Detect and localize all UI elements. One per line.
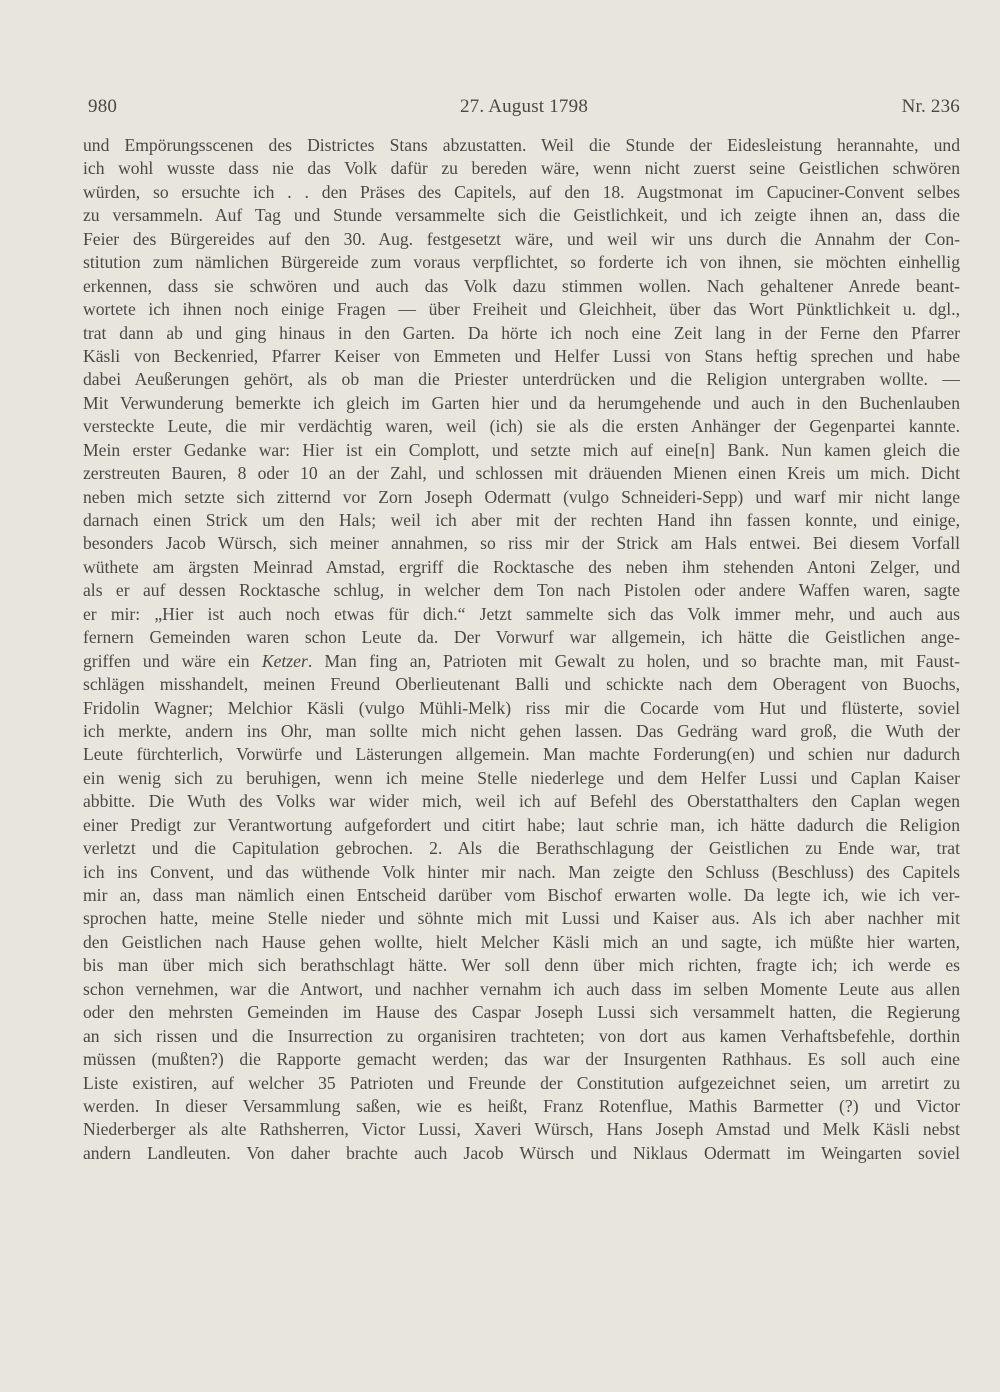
- text-line: besonders Jacob Würsch, sich meiner annahmen, so riss mir der Strick am Hals entwei. Bei diesem Vorfall: [83, 533, 960, 554]
- text-line: wüthete am ärgsten Meinrad Amstad, ergriff die Rocktasche des neben ihm stehenden Antoni Zelger, und: [83, 556, 960, 577]
- text-line: fernern Gemeinden waren schon Leute da. Der Vorwurf war allgemein, ich hätte die Geistlichen ange-: [83, 627, 960, 648]
- text-line: griffen und wäre ein Ketzer. Man fing an, Patrioten mit Gewalt zu holen, und so brachte man, mit Faust-: [83, 650, 960, 671]
- text-line: an sich rissen und die Insurrection zu organisiren trachteten; von dort aus kamen Verhaftsbefehle, dorthin: [83, 1025, 960, 1046]
- text-line: Niederberger als alte Rathsherren, Victor Lussi, Xaveri Würsch, Hans Joseph Amstad und Melk Käsli nebst: [83, 1119, 960, 1140]
- text-line: müssen (mußten?) die Rapporte gemacht werden; das war der Insurgenten Rathhaus. Es soll auch eine: [83, 1049, 960, 1070]
- text-line: Mit Verwunderung bemerkte ich gleich im Garten hier und da herumgehende und auch in den Buchenlauben: [83, 392, 960, 413]
- text-line: einer Predigt zur Verantwortung aufgefordert und citirt habe; laut schrie man, ich hätte dadurch die Religion: [83, 814, 960, 835]
- text-line: abbitte. Die Wuth des Volks war wider mich, weil ich auf Befehl des Oberstatthalters den Caplan wegen: [83, 791, 960, 812]
- text-line: dabei Aeußerungen gehört, als ob man die Priester unterdrücken und die Religion untergraben wollte. —: [83, 369, 960, 390]
- text-line: er mir: „Hier ist auch noch etwas für dich.“ Jetzt sammelte sich das Volk immer mehr, und auch aus: [83, 603, 960, 624]
- text-line: Käsli von Beckenried, Pfarrer Keiser von Emmeten und Helfer Lussi von Stans heftig sprechen und habe: [83, 345, 960, 366]
- page-number: 980: [88, 96, 118, 117]
- header-date: 27. August 1798: [459, 96, 589, 117]
- text-line: verletzt und die Capitulation gebrochen. 2. Als die Berathschlagung der Geistlichen zu Ende war, trat: [83, 838, 960, 859]
- text-line: trat dann ab und ging hinaus in den Garten. Da hörte ich noch eine Zeit lang in der Ferne den Pfarrer: [83, 322, 960, 343]
- text-line: würden, so ersuchte ich . . den Präses des Capitels, auf den 18. Augstmonat im Capuciner-Convent selbes: [83, 181, 960, 202]
- running-head: [88, 96, 960, 124]
- text-line: Feier des Bürgereides auf den 30. Aug. festgesetzt wäre, und weil wir uns durch die Annahm der Con-: [83, 228, 960, 249]
- text-line: ich wohl wusste dass nie das Volk dafür zu bereden wäre, wenn nicht zuerst seine Geistlichen schwören: [83, 158, 960, 179]
- text-line: Leute fürchterlich, Vorwürfe und Lästerungen allgemein. Man machte Forderung(en) und schien nur dadurch: [83, 744, 960, 765]
- text-line: ich ins Convent, und das wüthende Volk hinter mir nach. Man zeigte den Schluss (Beschluss) des Capitels: [83, 861, 960, 882]
- text-line: andern Landleuten. Von daher brachte auch Jacob Würsch und Niklaus Odermatt im Weingarten soviel: [83, 1142, 960, 1163]
- text-line: bis man über mich sich berathschlagt hätte. Wer soll denn über mich richten, fragte ich; ich werde es: [83, 955, 960, 976]
- text-line: ein wenig sich zu beruhigen, wenn ich meine Stelle niederlege und dem Helfer Lussi und Caplan Kaiser: [83, 767, 960, 788]
- text-line: versteckte Leute, die mir verdächtig waren, weil (ich) sie als die ersten Anhänger der Gegenpartei kannte.: [83, 416, 960, 437]
- text-line: schon vernehmen, war die Antwort, und nachher vernahm ich auch dass im selben Momente Leute aus allen: [83, 978, 960, 999]
- text-line: und Empörungsscenen des Districtes Stans abzustatten. Weil die Stunde der Eidesleistung herannahte, und: [83, 135, 960, 155]
- text-line: den Geistlichen nach Hause gehen wollte, hielt Melcher Käsli mich an und sagte, ich müßte hier warten,: [83, 931, 960, 952]
- text-line: als er auf dessen Rocktasche schlug, in welcher dem Ton nach Pistolen oder andere Waffen waren, sagte: [83, 580, 960, 601]
- body-text: [83, 134, 960, 1165]
- text-line: oder den mehrsten Gemeinden im Hause des Caspar Joseph Lussi sich versammelt hatten, die Regierung: [83, 1002, 960, 1023]
- text-line: sprochen hatte, meine Stelle nieder und söhnte mich mit Lussi und Kaiser aus. Als ich aber nachher mit: [83, 908, 960, 929]
- text-line: zu versammeln. Auf Tag und Stunde versammelte sich die Geistlichkeit, und ich zeigte ihnen an, dass die: [83, 205, 960, 226]
- text-line: neben mich setzte sich zitternd vor Zorn Joseph Odermatt (vulgo Schneideri-Sepp) und warf mir nicht lange: [83, 486, 960, 507]
- text-line: ich merkte, andern ins Ohr, man sollte mich nicht gehen lassen. Das Gedräng ward groß, die Wuth der: [83, 720, 960, 741]
- text-line: wortete ich ihnen noch einige Fragen — über Freiheit und Gleichheit, über das Wort Pünktlichkeit u. dgl.,: [83, 299, 960, 320]
- text-line: schlägen misshandelt, meinen Freund Oberlieutenant Balli und schickte nach dem Oberagent von Buochs,: [83, 674, 960, 695]
- text-line: erkennen, dass sie schwören und auch das Volk dazu stimmen wollen. Nach gehaltener Anrede beant-: [83, 275, 960, 296]
- text-line: Fridolin Wagner; Melchior Käsli (vulgo Mühli-Melk) riss mir die Cocarde vom Hut und flüsterte, soviel: [83, 697, 960, 718]
- document-number: Nr. 236: [901, 96, 960, 117]
- text-line: mir an, dass man nämlich einen Entscheid darüber vom Bischof erwarten wolle. Da legte ich, wie ich ver-: [83, 885, 960, 905]
- text-line: Mein erster Gedanke war: Hier ist ein Complott, und setzte mich auf eine[n] Bank. Nun kamen gleich die: [83, 439, 960, 460]
- text-line: darnach einen Strick um den Hals; weil ich aber mit der rechten Hand ihn fassen konnte, und einige,: [83, 510, 960, 530]
- text-line: stitution zum nämlichen Bürgereide zum voraus verpflichtet, so forderte ich von ihnen, sie möchten einhellig: [83, 252, 960, 273]
- italic-term: Ketzer: [261, 650, 308, 671]
- text-line: zerstreuten Bauren, 8 oder 10 an der Zahl, und schlossen mit dräuenden Mienen einen Kreis um mich. Dicht: [83, 463, 960, 484]
- text-line: werden. In dieser Versammlung saßen, wie es heißt, Franz Rotenflue, Mathis Barmetter (?) und Victor: [83, 1095, 960, 1116]
- text-line: Liste existiren, auf welcher 35 Patrioten und Freunde der Constitution aufgezeichnet seien, um arretirt zu: [83, 1072, 960, 1093]
